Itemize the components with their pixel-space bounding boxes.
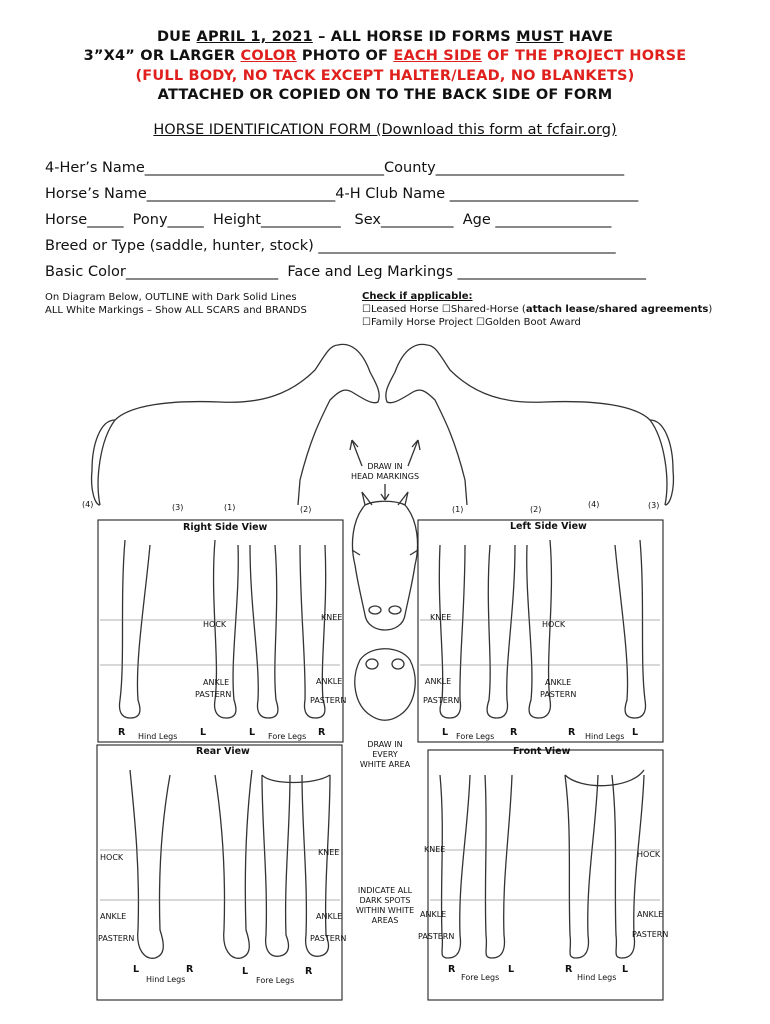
pastern-label-3: PASTERN (423, 696, 460, 705)
left-side-view-title: Left Side View (510, 521, 587, 532)
field-row-color-markings[interactable]: Basic Color_____________________ Face and Leg Markings __________________________ (45, 264, 647, 280)
ls-fore-legs: Fore Legs (456, 732, 495, 741)
front-view-title: Front View (513, 746, 571, 757)
marker-3-right: (3) (648, 501, 660, 510)
pastern-label-8: PASTERN (632, 930, 669, 939)
rs-hind-legs: Hind Legs (138, 732, 178, 741)
rear-R: R (186, 964, 194, 975)
indicate-spots-label: INDICATE ALL DARK SPOTS WITHIN WHITE AREAS (355, 886, 415, 925)
ls-L-2: L (632, 727, 639, 738)
field-row-height-sex-age[interactable]: Horse_____ Pony_____ Height___________ Sex__________ Age ________________ (45, 212, 612, 228)
draw-white-label: DRAW IN EVERY WHITE AREA (359, 740, 411, 769)
right-side-horse-outline (98, 344, 379, 505)
rear-fore-legs: Fore Legs (256, 976, 295, 985)
left-side-horse-outline (386, 344, 667, 505)
rear-view-title: Rear View (196, 746, 250, 757)
muzzle-outline (355, 649, 415, 721)
left-side-frame (418, 520, 663, 742)
rs-fore-legs: Fore Legs (268, 732, 307, 741)
rear-hind-legs: Hind Legs (146, 975, 186, 984)
header-line-2: 3”X4” OR LARGER COLOR PHOTO OF EACH SIDE OF THE PROJECT HORSE (83, 48, 687, 64)
header-line-1: DUE APRIL 1, 2021 – ALL HORSE ID FORMS MUST HAVE (156, 29, 614, 45)
ankle-label-7: ANKLE (420, 910, 447, 919)
pastern-label-5: PASTERN (98, 934, 135, 943)
checkbox-heading: Check if applicable: (362, 291, 473, 302)
hock-label-4: HOCK (637, 850, 661, 859)
header-line-4: ATTACHED OR COPIED ON TO THE BACK SIDE OF FORM (157, 87, 613, 103)
right-side-view-title: Right Side View (183, 522, 268, 533)
right-side-frame (98, 520, 343, 742)
hock-label-3: HOCK (100, 853, 124, 862)
shared-checkbox[interactable]: ☐ (441, 304, 451, 315)
knee-label-3: KNEE (318, 848, 340, 857)
checkbox-row-2: ☐Family Horse Project ☐Golden Boot Award (362, 317, 581, 328)
rs-R-2: R (318, 727, 326, 738)
marker-2-left: (2) (300, 505, 312, 514)
field-row-breed[interactable]: Breed or Type (saddle, hunter, stock) _________________________________________ (45, 238, 616, 254)
ls-hind-legs: Hind Legs (585, 732, 625, 741)
header-line-3: (FULL BODY, NO TACK EXCEPT HALTER/LEAD, NO BLANKETS) (135, 68, 635, 84)
rs-L-1: L (200, 727, 207, 738)
ankle-label-8: ANKLE (637, 910, 664, 919)
pastern-label-7: PASTERN (418, 932, 455, 941)
rear-R-2: R (305, 966, 313, 977)
ankle-label-1: ANKLE (203, 678, 230, 687)
instructions: On Diagram Below, OUTLINE with Dark Solid Lines ALL White Markings – Show ALL SCARS and BRANDS (45, 292, 307, 316)
pastern-label-2: PASTERN (310, 696, 347, 705)
marker-4-left: (4) (82, 500, 94, 509)
field-row-horse-club[interactable]: Horse’s Name__________________________4-H Club Name __________________________ (45, 186, 639, 202)
family-checkbox[interactable]: ☐ (362, 317, 371, 328)
checkbox-row-1: ☐Leased Horse ☐Shared-Horse (attach lease/shared agreements) (362, 304, 713, 315)
leased-checkbox[interactable]: ☐ (362, 304, 371, 315)
ls-R-2: R (568, 727, 576, 738)
form-title: HORSE IDENTIFICATION FORM (Download this form at fcfair.org) (153, 122, 617, 138)
front-fore-legs: Fore Legs (461, 973, 500, 982)
knee-label-1: KNEE (321, 613, 343, 622)
marker-1-left: (1) (224, 503, 236, 512)
front-frame (428, 750, 663, 1000)
ankle-label-5: ANKLE (100, 912, 127, 921)
front-L-2: L (622, 964, 629, 975)
rs-R: R (118, 727, 126, 738)
draw-head-label: DRAW IN HEAD MARKINGS (350, 462, 420, 481)
front-L: L (508, 964, 515, 975)
pastern-label-6: PASTERN (310, 934, 347, 943)
golden-checkbox[interactable]: ☐ (476, 317, 485, 328)
knee-label-2: KNEE (430, 613, 452, 622)
hock-label-2: HOCK (542, 620, 566, 629)
field-row-name-county[interactable]: 4-Her’s Name_________________________________County__________________________ (45, 160, 625, 176)
pastern-label-4: PASTERN (540, 690, 577, 699)
rear-L-2: L (242, 966, 249, 977)
pastern-label-1: PASTERN (195, 690, 232, 699)
ankle-label-4: ANKLE (545, 678, 572, 687)
rs-L-2: L (249, 727, 256, 738)
front-R: R (448, 964, 456, 975)
ls-R-1: R (510, 727, 518, 738)
knee-label-4: KNEE (424, 845, 446, 854)
marker-3-left: (3) (172, 503, 184, 512)
front-hind-legs: Hind Legs (577, 973, 617, 982)
hock-label-1: HOCK (203, 620, 227, 629)
ankle-label-3: ANKLE (425, 677, 452, 686)
marker-4-right: (4) (588, 500, 600, 509)
rear-L: L (133, 964, 140, 975)
marker-1-right: (1) (452, 505, 464, 514)
ls-L-1: L (442, 727, 449, 738)
marker-2-right: (2) (530, 505, 542, 514)
ankle-label-6: ANKLE (316, 912, 343, 921)
front-R-2: R (565, 964, 573, 975)
ankle-label-2: ANKLE (316, 677, 343, 686)
